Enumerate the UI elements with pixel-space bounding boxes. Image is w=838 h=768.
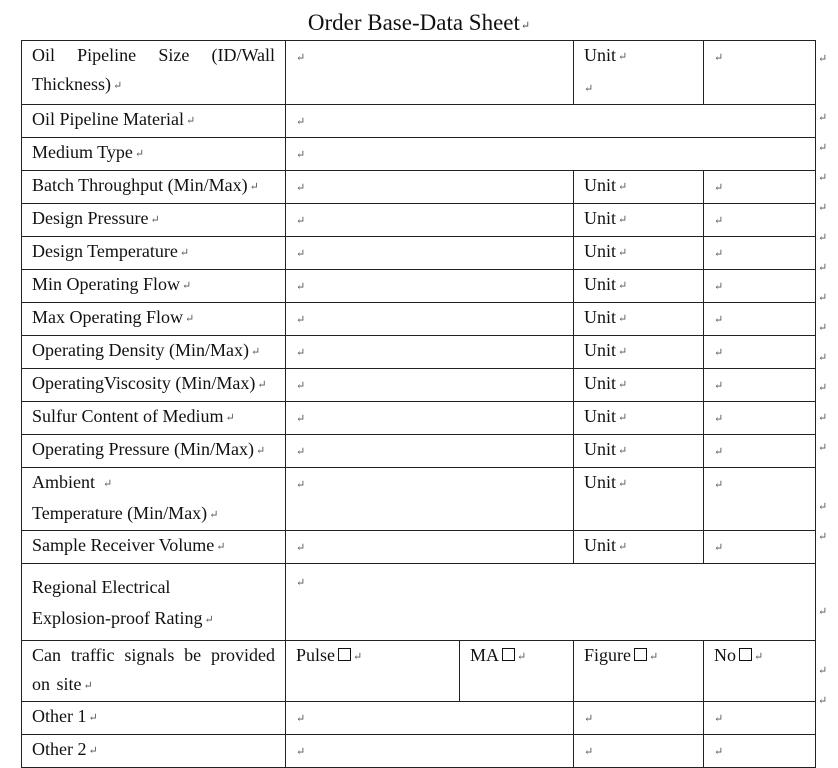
label-traffic-signals: Can traffic signals be provided on site ↵ bbox=[22, 641, 286, 702]
unit-value-cell[interactable]: ↵ bbox=[704, 336, 816, 369]
unit-value-cell[interactable]: ↵ bbox=[704, 171, 816, 204]
unit-value-cell[interactable]: ↵ bbox=[704, 204, 816, 237]
row-end-mark: ↵ bbox=[818, 232, 828, 244]
unit-cell[interactable]: Unit ↵ bbox=[574, 204, 704, 237]
option-pulse[interactable]: Pulse ↵ bbox=[286, 641, 460, 702]
value-cell[interactable]: ↵ bbox=[286, 702, 574, 735]
unit-cell[interactable]: Unit ↵ bbox=[574, 171, 704, 204]
unit-cell[interactable]: Unit ↵ ↵ bbox=[574, 41, 704, 105]
row-end-mark: ↵ bbox=[818, 382, 828, 394]
unit-value-cell[interactable]: ↵ bbox=[704, 41, 816, 105]
ma-checkbox[interactable] bbox=[502, 648, 515, 661]
label-medium-type: Medium Type ↵ bbox=[22, 138, 286, 171]
row-end-mark: ↵ bbox=[818, 53, 828, 65]
label-design-pressure: Design Pressure ↵ bbox=[22, 204, 286, 237]
label-batch-throughput: Batch Throughput (Min/Max) ↵ bbox=[22, 171, 286, 204]
order-data-table bbox=[21, 40, 816, 768]
table-row bbox=[22, 564, 816, 641]
unit-cell[interactable]: Unit ↵ bbox=[574, 336, 704, 369]
table-row bbox=[22, 204, 816, 237]
table-row bbox=[22, 138, 816, 171]
value-cell[interactable]: ↵ bbox=[286, 237, 574, 270]
value-cell[interactable]: ↵ bbox=[286, 336, 574, 369]
option-figure[interactable]: Figure ↵ bbox=[574, 641, 704, 702]
value-cell[interactable]: ↵ bbox=[286, 171, 574, 204]
table-row bbox=[22, 435, 816, 468]
value-cell[interactable]: ↵ bbox=[286, 270, 574, 303]
unit-cell[interactable]: Unit ↵ bbox=[574, 402, 704, 435]
figure-checkbox[interactable] bbox=[634, 648, 647, 661]
value-cell[interactable]: ↵ bbox=[286, 468, 574, 531]
label-design-temperature: Design Temperature ↵ bbox=[22, 237, 286, 270]
unit-cell[interactable]: Unit ↵ bbox=[574, 303, 704, 336]
table-row bbox=[22, 735, 816, 768]
table-row bbox=[22, 641, 816, 702]
label-max-operating-flow: Max Operating Flow ↵ bbox=[22, 303, 286, 336]
unit-value-cell[interactable]: ↵ bbox=[704, 435, 816, 468]
value-cell[interactable]: ↵ bbox=[286, 41, 574, 105]
table-row bbox=[22, 270, 816, 303]
label-other-1: Other 1 ↵ bbox=[22, 702, 286, 735]
value-cell[interactable]: ↵ bbox=[286, 564, 816, 641]
unit-value-cell[interactable]: ↵ bbox=[704, 402, 816, 435]
row-end-mark: ↵ bbox=[818, 501, 828, 513]
unit-value-cell[interactable]: ↵ bbox=[704, 237, 816, 270]
unit-value-cell[interactable]: ↵ bbox=[704, 468, 816, 531]
value-cell[interactable]: ↵ bbox=[286, 435, 574, 468]
label-regional-electrical: Regional Electrical Explosion-proof Rating ↵ bbox=[22, 564, 286, 641]
label-sulfur-content: Sulfur Content of Medium ↵ bbox=[22, 402, 286, 435]
row-end-mark: ↵ bbox=[818, 292, 828, 304]
row-end-mark: ↵ bbox=[818, 665, 828, 677]
table-row bbox=[22, 237, 816, 270]
unit-value-cell[interactable]: ↵ bbox=[704, 369, 816, 402]
row-end-mark: ↵ bbox=[818, 606, 828, 618]
label-sample-receiver-volume: Sample Receiver Volume ↵ bbox=[22, 531, 286, 564]
pulse-checkbox[interactable] bbox=[338, 648, 351, 661]
table-row bbox=[22, 402, 816, 435]
label-operating-viscosity: OperatingViscosity (Min/Max) ↵ bbox=[22, 369, 286, 402]
label-ambient-temperature: Ambient ↵ Temperature (Min/Max) ↵ bbox=[22, 468, 286, 531]
row-end-mark: ↵ bbox=[818, 262, 828, 274]
label-other-2: Other 2 ↵ bbox=[22, 735, 286, 768]
table-row bbox=[22, 336, 816, 369]
unit-value-cell[interactable]: ↵ bbox=[704, 303, 816, 336]
row-end-mark: ↵ bbox=[818, 142, 828, 154]
unit-cell[interactable]: ↵ bbox=[574, 735, 704, 768]
unit-value-cell[interactable]: ↵ bbox=[704, 702, 816, 735]
label-operating-density: Operating Density (Min/Max) ↵ bbox=[22, 336, 286, 369]
row-end-mark: ↵ bbox=[818, 322, 828, 334]
value-cell[interactable]: ↵ bbox=[286, 735, 574, 768]
table-row bbox=[22, 303, 816, 336]
table-row bbox=[22, 41, 816, 105]
value-cell[interactable]: ↵ bbox=[286, 303, 574, 336]
unit-cell[interactable]: Unit ↵ bbox=[574, 369, 704, 402]
value-cell[interactable]: ↵ bbox=[286, 105, 816, 138]
table-row bbox=[22, 105, 816, 138]
label-min-operating-flow: Min Operating Flow ↵ bbox=[22, 270, 286, 303]
unit-cell[interactable]: Unit ↵ bbox=[574, 435, 704, 468]
label-operating-pressure: Operating Pressure (Min/Max) ↵ bbox=[22, 435, 286, 468]
label-pipeline-size: Oil Pipeline Size (ID/Wall Thickness) ↵ bbox=[22, 41, 286, 105]
value-cell[interactable]: ↵ bbox=[286, 138, 816, 171]
value-cell[interactable]: ↵ bbox=[286, 204, 574, 237]
unit-cell[interactable]: Unit ↵ bbox=[574, 270, 704, 303]
sheet-title: Order Base-Data Sheet↵ bbox=[307, 10, 531, 35]
row-end-mark: ↵ bbox=[818, 352, 828, 364]
table-row bbox=[22, 531, 816, 564]
value-cell[interactable]: ↵ bbox=[286, 369, 574, 402]
label-pipeline-material: Oil Pipeline Material ↵ bbox=[22, 105, 286, 138]
table-row bbox=[22, 468, 816, 531]
value-cell[interactable]: ↵ bbox=[286, 402, 574, 435]
table-row bbox=[22, 171, 816, 204]
row-end-mark: ↵ bbox=[818, 202, 828, 214]
table-row bbox=[22, 369, 816, 402]
unit-value-cell[interactable]: ↵ bbox=[704, 270, 816, 303]
value-cell[interactable]: ↵ bbox=[286, 531, 574, 564]
row-end-mark: ↵ bbox=[818, 442, 828, 454]
row-end-mark: ↵ bbox=[818, 112, 828, 124]
no-checkbox[interactable] bbox=[739, 648, 752, 661]
unit-value-cell[interactable]: ↵ bbox=[704, 531, 816, 564]
unit-cell[interactable]: Unit ↵ bbox=[574, 237, 704, 270]
unit-value-cell[interactable]: ↵ bbox=[704, 735, 816, 768]
row-end-mark: ↵ bbox=[818, 531, 828, 543]
row-end-mark: ↵ bbox=[818, 695, 828, 707]
option-no[interactable]: No ↵ bbox=[704, 641, 816, 702]
unit-cell[interactable]: ↵ bbox=[574, 702, 704, 735]
unit-cell[interactable]: Unit ↵ bbox=[574, 468, 704, 531]
option-ma[interactable]: MA ↵ bbox=[460, 641, 574, 702]
row-end-mark: ↵ bbox=[818, 172, 828, 184]
unit-cell[interactable]: Unit ↵ bbox=[574, 531, 704, 564]
row-end-mark: ↵ bbox=[818, 412, 828, 424]
